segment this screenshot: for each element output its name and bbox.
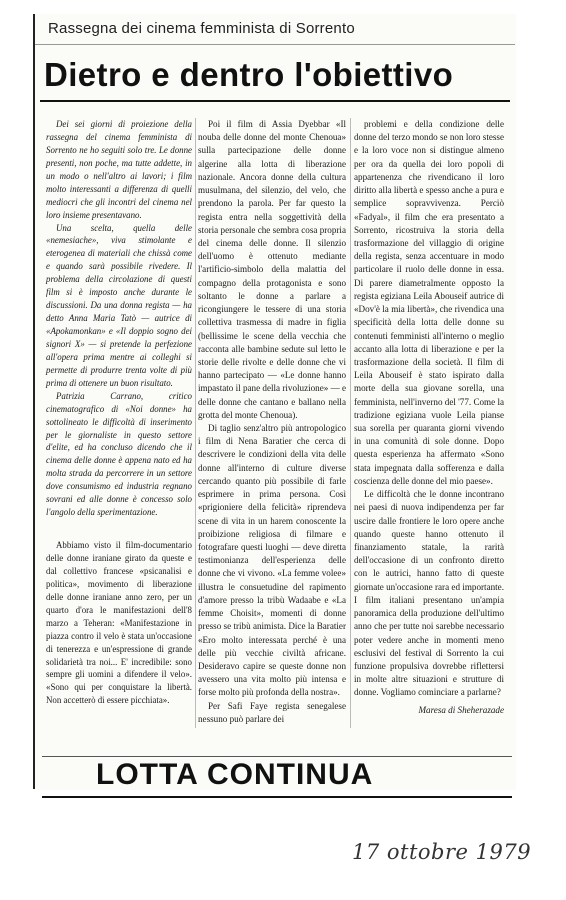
- masthead-top-rule: [42, 756, 512, 757]
- article-headline: Dietro e dentro l'obiettivo: [44, 56, 454, 93]
- article-kicker: Rassegna dei cinema femminista di Sorrento: [48, 20, 355, 37]
- article-paragraph: Abbiamo visto il film-documentario delle donne iraniane girato da queste e dal collettivo francese «psicanalisi e politica», movimento di liberazione delle donne iraniane anno zero, per un quarto d'ora le manifestazioni dell'8 marzo a Teheran: «Manifestazione in piazza contro il velo è stata un'occasione di tenerezza e un'espressione di grande solidarietà tra noi... E' incredibile: sono sempre gli uomini a difendere il velo». «Sono qui per conquistare la libertà. Non accetterò di essere picchiata».: [46, 540, 192, 706]
- article-paragraph: Di taglio senz'altro più antropologico i film di Nena Baratier che cerca di descrivere le condizioni della vita delle donne all'interno di culture diverse cercando quanto più possibile di farle esprimere in prima persona. Così «prigioniere della felicità» riprendeva scene di vita in un harem conoscente la proibizione religiosa di filmare e fotografare questi luoghi — deve diretta testimonianza dell'esperienza delle donne che vi vivono. «La femme volee» illustra le consuetudine del rapimento d'amore presso la tribù Wadaabe e «La femme Choisit», momenti di donne presso se tribù animista. Dice la Baratier «Ero molto interessata perché è una delle più vecchie civiltà africane. Desideravo capire se queste donne non avessero una vita molto più intensa e forse molto più profonda della nostra».: [198, 423, 346, 698]
- author-signature: Maresa di Sheherazade: [418, 704, 504, 715]
- column-divider: [195, 118, 196, 728]
- article-column-2: [198, 118, 346, 726]
- article-column-3: [354, 118, 504, 717]
- headline-rule: [40, 100, 510, 102]
- article-paragraph: Una scelta, quella delle «nemesiache», viva stimolante e eterogenea di materiali che chissà come e quando sarà possibile rivedere. Il problema della circolazione di questi film si è imposto anche durante le discussioni. Da una donna regista — ha detto Anna Maria Tatò — autrice di «Apokamonkan» e «Il doppio sogno dei signori X» — si pretende la perfezione all'opera prima mentre ai colleghi si permette di produrre trenta volte di più prima di ottenere un buon risultato.: [46, 222, 192, 388]
- article-paragraph: Poi il film di Assia Dyebbar «Il nouba delle donne del monte Chenoua» sulla partecipazione delle donne algerine alla lotta di liberazione nazionale. Ancora donne della cultura musulmana, del silenzio, del velo, che prendono la parola. Per far questo la regista entra nella soggettività della storia personale che sembra cosa propria del cinema delle donne. Il silenzio dell'uomo è ottenuto mediante l'artificio-simbolo della malattia del compagno della protagonista e sono soltanto le donne a parlare a ricongiungere le tessere di una storia collettiva trasmessa di madre in figlia (bellissime le scene della vecchia che racconta alle bambine sedute sul letto le storie delle rivolte e delle donne che vi hanno partecipato — «Le donne hanno impastato il pane della rivoluzione» — e delle donne che cantano e ballano nella grotta del monte Chenoua).: [198, 119, 346, 420]
- article-paragraph: Patrizia Carrano, critico cinematografico di «Noi donne» ha sottolineato le difficoltà di inserimento per le giornaliste in questo settore d'elite, ed ha concluso dicendo che il cinema delle donne è appena nato ed ha molta strada da percorrere in un settore dove consumismo ed industria regnano sovrani ed alle donne è concesso solo l'angolo della sperimentazione.: [46, 390, 192, 518]
- article-paragraph: Dei sei giorni di proiezione della rassegna del cinema femminista di Sorrento ne ho seguiti solo tre. Le donne presenti, non poche, ma tutte addette, in un modo o nell'altro ai lavori; i film molto interessanti a differenza di quelli mediocri che gli incontri del cinema nel loro insieme presentavano.: [46, 119, 192, 220]
- article-paragraph: Le difficoltà che le donne incontrano nei paesi di nuova indipendenza per far uscire dalle frontiere le loro opere anche quando queste hanno ottenuto il finanziamento statale, la rarità dell'occasione di un confronto diretto con le autrici, hanno fatto di queste giornate un'occasione rara ed importante. I film italiani presentano un'ampia panoramica della produzione dell'ultimo anno che per tutte noi sarebbe necessario poter vedere anche in momenti meno esclusivi del festival di Sorrento la cui funzione propulsiva dovrebbe riflettersi in molte altre situazioni e strutture di donne. Vogliamo cominciare a parlarne?: [354, 489, 504, 698]
- clipping-top-rule: [35, 44, 515, 45]
- article-paragraph: Per Safi Faye regista senegalese nessuno può parlare dei: [198, 700, 346, 724]
- column-divider: [350, 118, 351, 728]
- masthead-bottom-rule: [42, 796, 512, 798]
- handwritten-date: 17 ottobre 1979: [352, 840, 532, 864]
- article-paragraph: problemi e della condizione delle donne del terzo mondo se non loro stesse e la loro voce non si distingue almeno per ora da quella dei loro popoli di appartenenza che rivendicano il loro diritto alla libertà e spesso anche a pura e semplice sopravvivenza. Perciò «Fadyal», il film che era presentato a Sorrento, ricostruiva la storia della trasformazione del villaggio di origine della regista, senza accentuare in modo particolare il ruolo delle donne in essa. Di parere diametralmente opposto la regista egiziana Leila Abouseif autrice di «Dov'è la mia libertà», che rivendica una specificità della lotta delle donne su contenuti femministi all'interno o meglio accanto alla lotta di liberazione e per la trasformazione della società. Il film di Leila Abouseif è stato ispirato dalla morte della sua giovane sorella, una femminista, nell'inverno del '77. Come la tradizione egiziana vuole Leila pianse sua sorella per quaranta giorni vivendo in una comunità di sole donne. Dopo questa esperienza ha affermato «Sono stata impegnata dalla sofferenza e dalla coscienza delle donne del mio paese».: [354, 119, 505, 486]
- clipping-left-edge: [33, 14, 35, 789]
- article-column-1: [46, 118, 192, 707]
- newspaper-masthead: LOTTA CONTINUA: [96, 758, 374, 791]
